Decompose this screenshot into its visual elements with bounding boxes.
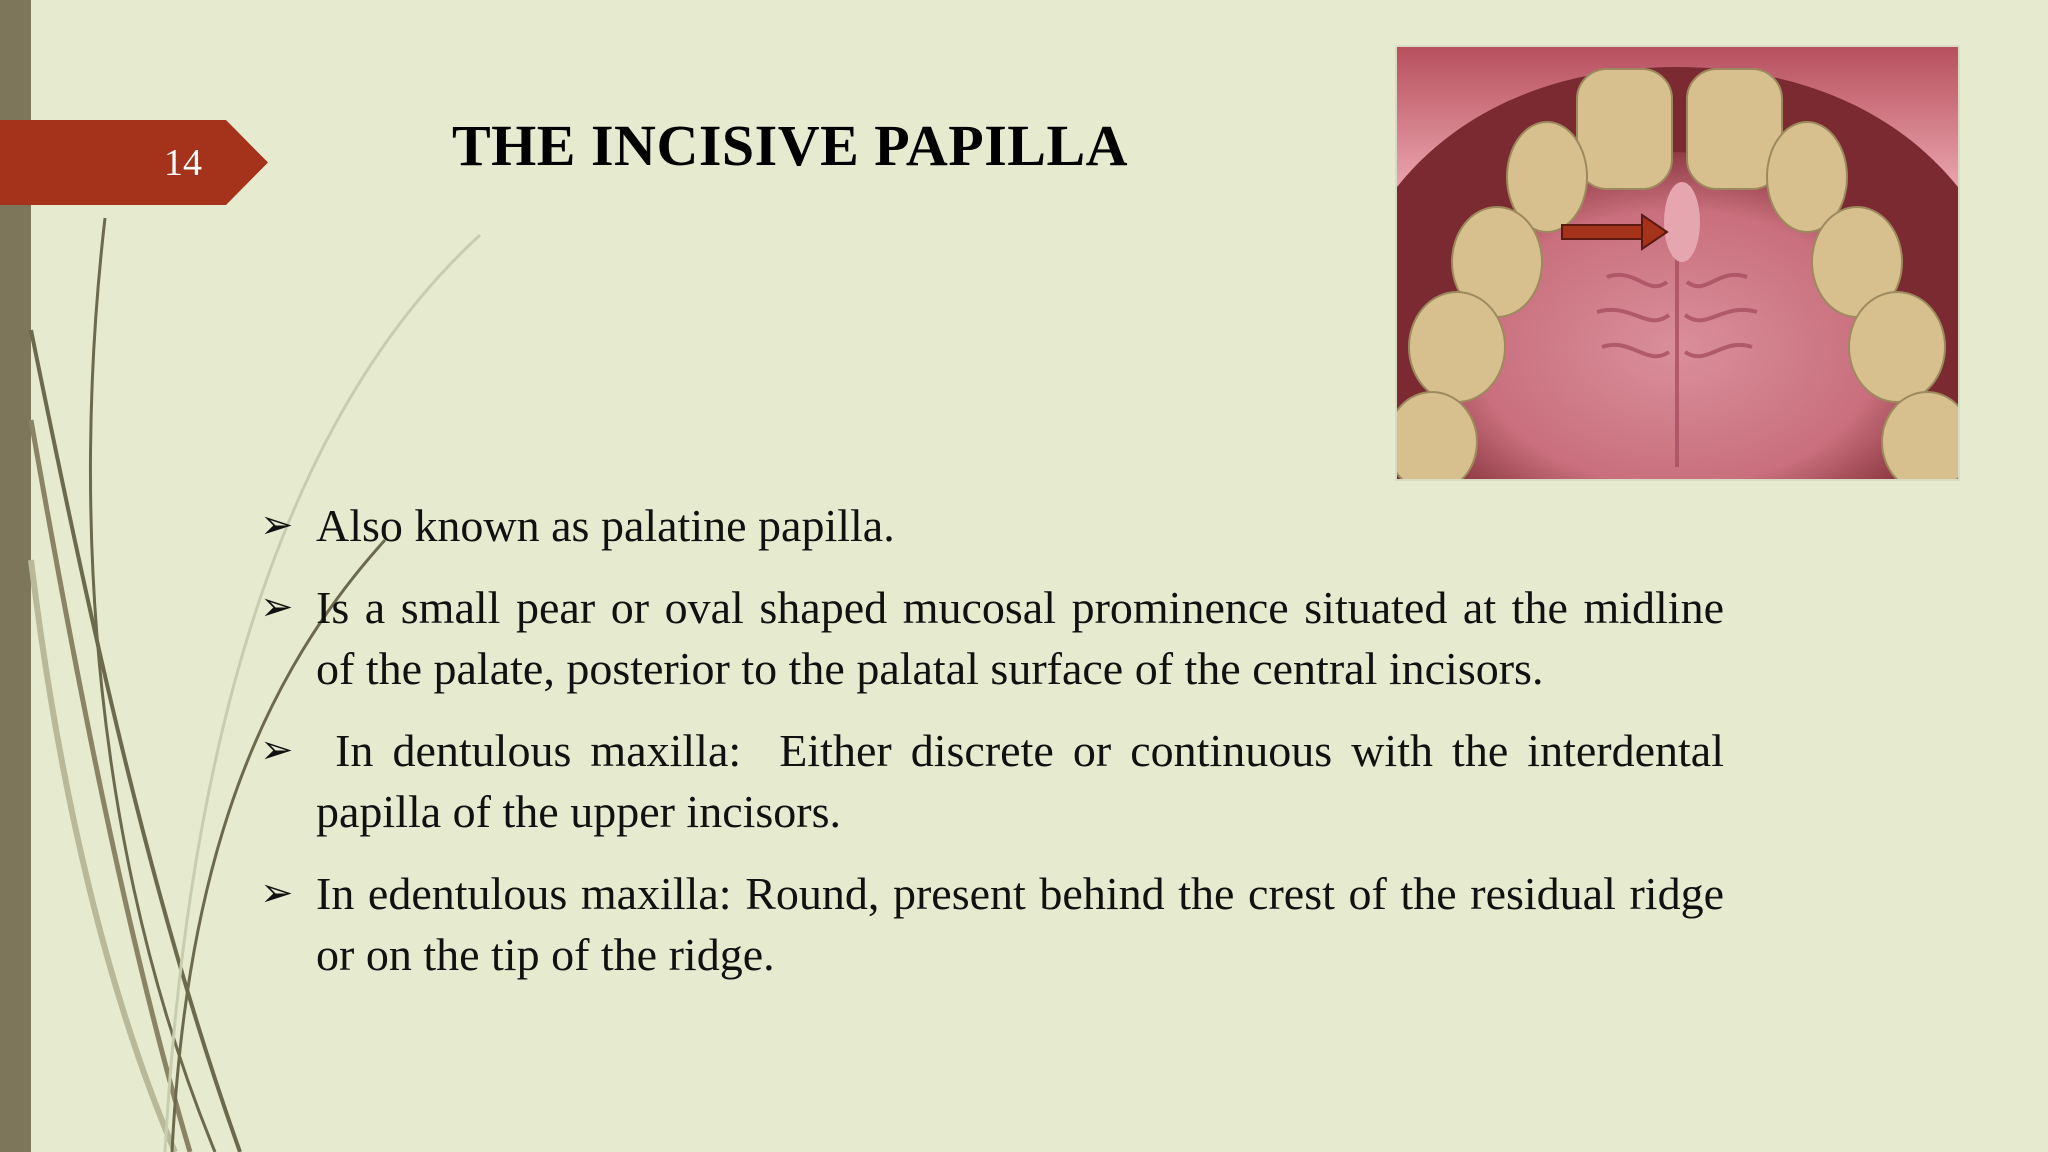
- palate-photo: [1395, 45, 1960, 481]
- list-item: [258, 720, 1736, 842]
- arrowhead-bullet-icon: ➢: [260, 502, 294, 548]
- page-number: 14: [164, 141, 202, 184]
- list-item: [258, 577, 1724, 699]
- slide-title: THE INCISIVE PAPILLA: [452, 113, 1129, 178]
- bullet-text: In edentulous maxilla: Round, present behind the crest of the residual ridge or on the tip of the ridge.: [316, 868, 1724, 980]
- bullet-text: Is a small pear or oval shaped mucosal prominence situated at the midline of the palate, posterior to the palatal surface of the central incisors.: [316, 582, 1724, 694]
- bullet-text: Also known as palatine papilla.: [316, 500, 895, 551]
- list-item: [258, 863, 1724, 985]
- bullet-text: In dentulous maxilla: Either discrete or continuous with the interdental papilla of the upper incisors.: [316, 725, 1736, 837]
- arrowhead-bullet-icon: ➢: [260, 584, 294, 630]
- arrowhead-bullet-icon: ➢: [260, 727, 294, 773]
- list-item: [258, 495, 1724, 556]
- bullet-list: [258, 495, 1736, 1006]
- arrowhead-bullet-icon: ➢: [260, 870, 294, 916]
